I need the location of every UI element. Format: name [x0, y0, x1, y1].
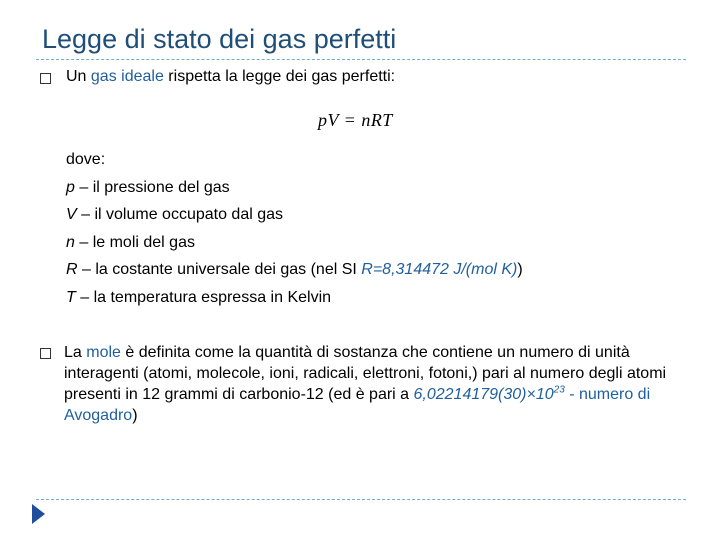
bullet-square-icon	[40, 348, 51, 359]
symbol-p: p	[66, 179, 75, 196]
definition-p-text: – il pressione del gas	[74, 179, 230, 196]
definition-t	[66, 289, 331, 307]
bullet2-close: )	[132, 407, 138, 424]
bullet1-suffix: rispetta la legge dei gas perfetti:	[163, 68, 396, 85]
play-triangle-icon[interactable]	[32, 504, 45, 524]
definition-v	[66, 206, 283, 224]
gas-constant-value: R=8,314472 J/(mol K)	[361, 261, 518, 278]
gas-ideale-term: gas ideale	[90, 68, 164, 85]
bullet-gas-ideale	[66, 68, 395, 86]
mole-term: mole	[86, 344, 121, 361]
mole-definition-text: è definita come la quantità di sostanza che contiene un numero di unità interagenti (atomi, molecole, ioni, radicali, elettroni, fotoni,) pari al numero degli atomi presenti in 12 grammi di carbonio-12 (ed è pari a	[64, 344, 667, 403]
footer-divider	[36, 499, 686, 500]
symbol-v: V	[66, 206, 77, 223]
definition-v-text: – il volume occupato dal gas	[76, 206, 284, 223]
definition-r	[66, 261, 523, 279]
definition-r-close: )	[517, 261, 523, 278]
title-divider	[36, 59, 686, 60]
definition-n	[66, 234, 195, 252]
bullet1-prefix: Un	[66, 68, 91, 85]
bullet2-prefix: La	[64, 344, 87, 361]
bullet-mole-definition	[64, 342, 674, 426]
definition-n-text: – le moli del gas	[74, 234, 195, 251]
avogadro-exponent: 23	[553, 384, 565, 396]
slide-title: Legge di stato dei gas perfetti	[42, 24, 397, 54]
definition-p	[66, 179, 230, 197]
dove-label: dove:	[66, 151, 106, 168]
avogadro-label: - numero di Avogadro	[64, 386, 651, 424]
symbol-r: R	[66, 261, 78, 278]
definition-r-text: – la costante universale dei gas (nel SI	[77, 261, 362, 278]
definition-t-text: – la temperatura espressa in Kelvin	[75, 289, 332, 306]
symbol-n: n	[66, 234, 75, 251]
avogadro-value: 6,02214179(30)×10	[413, 386, 554, 403]
symbol-t: T	[66, 289, 76, 306]
ideal-gas-formula: pV = nRT	[318, 110, 393, 130]
bullet-square-icon	[40, 73, 51, 84]
